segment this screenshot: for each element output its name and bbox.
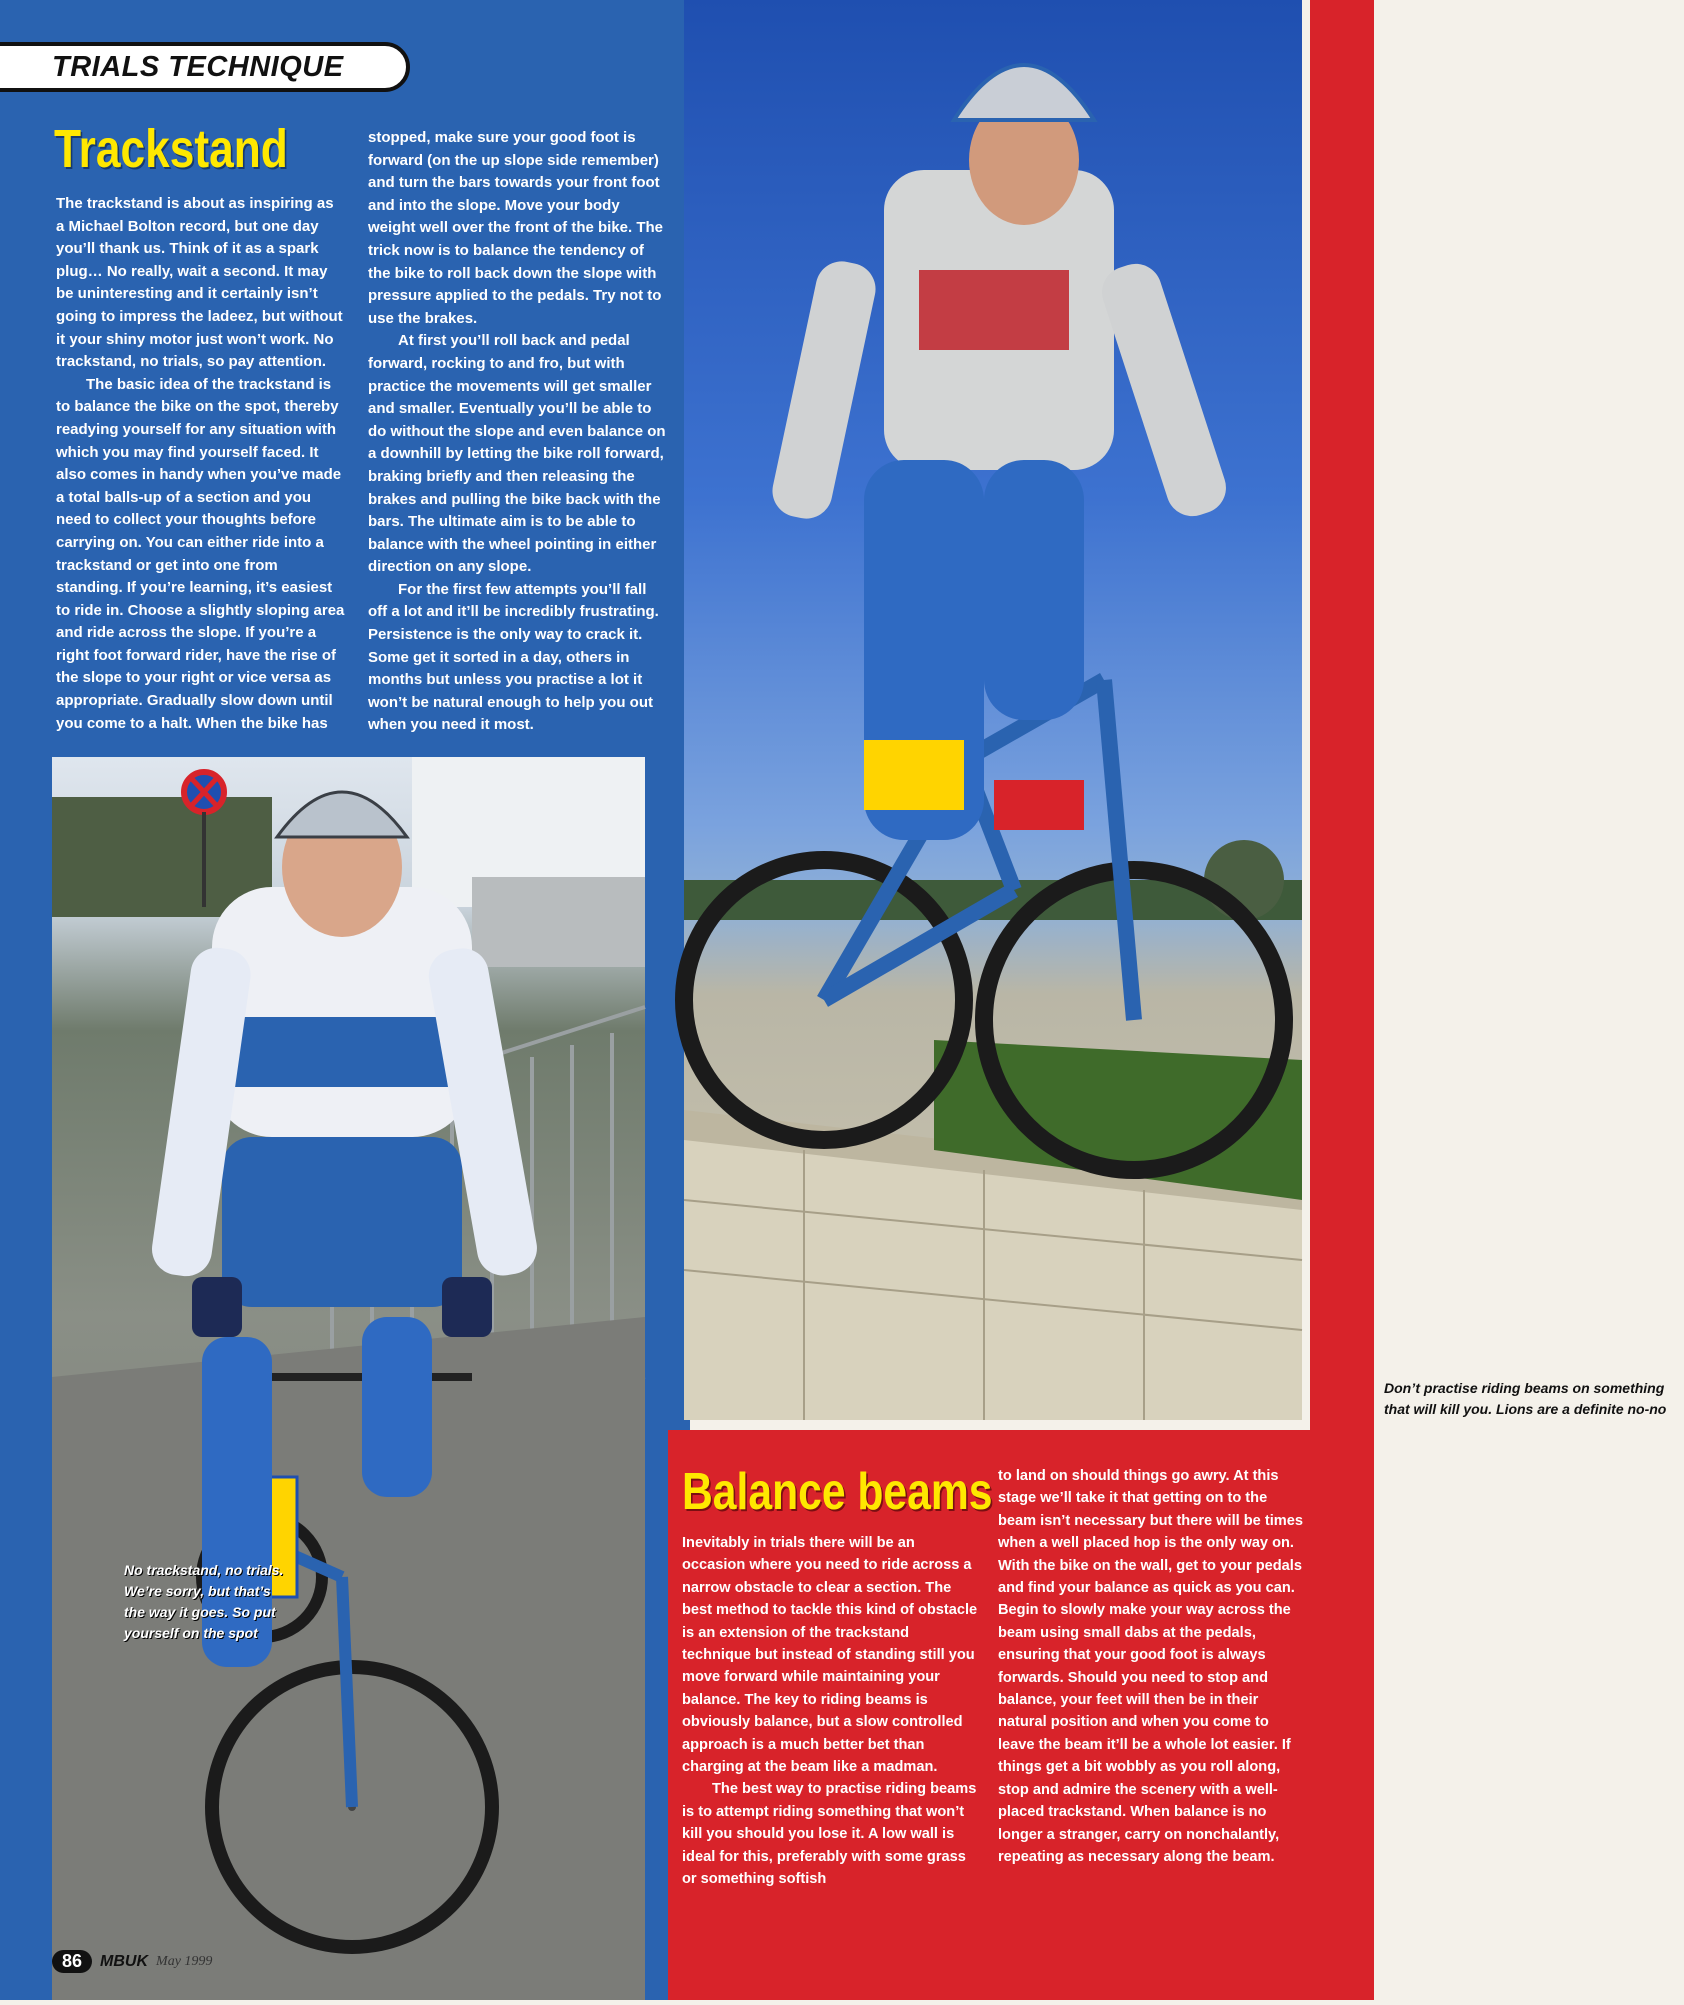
paragraph: Inevitably in trials there will be an occasion where you need to ride across a narrow obstacle to clear a section. The best method to tackle this kind of obstacle is an extension of the trackstand technique but instead of standing still you move forward while maintaining your balance. The key to riding beams is obviously balance, but a slow controlled approach is a much better bet than charging at the beam like a madman. [682, 1535, 978, 1776]
issue-date: May 1999 [156, 1953, 213, 1969]
balance-beam-photo [684, 0, 1667, 1420]
trackstand-title: Trackstand [54, 119, 288, 179]
paragraph: to land on should things go awry. At this stage we’ll take it that getting on to the beam isn’t necessary but there will be times when a well placed hop is the only way on. With the bike on the wall, get to your pedals and find your balance as quick as you can. Begin to slowly make your way across the beam using small dabs at the pedals, ensuring that your good foot is always forwards. Should you need to stop and balance, your feet will then be in their natural position and when you come to leave the beam it’ll be a whole lot easier. If things get a bit wobbly as you roll along, stop and admire the scenery with a well-placed trackstand. When balance is no longer a stranger, carry on nonchalantly, repeating as necessary along the beam. [998, 1468, 1303, 1865]
section-header [0, 42, 410, 92]
photo2-caption: Don’t practise riding beams on something that will kill you. Lions are a definite no-no [1384, 1380, 1667, 1417]
rider-illustration [52, 757, 645, 2000]
balance-beams-title: Balance beams [682, 1463, 993, 1521]
paragraph: The best way to practise riding beams is to attempt riding something that won’t kill you should you lose it. A low wall is ideal for this, preferably with some grass or something softish [682, 1781, 977, 1888]
trackstand-column-2 [368, 127, 666, 737]
balance-column-2 [998, 1465, 1304, 1868]
page-number: 86 [52, 1950, 92, 1973]
paragraph: For the first few attempts you’ll fall off a lot and it’ll be incredibly frustrating. Persistence is the only way to crack it. Some get it sorted in a day, others in months but unless you practise a lot it won’t be natural enough to help you out when you need it most. [368, 580, 659, 734]
section-header-label: TRIALS TECHNIQUE [52, 50, 344, 83]
trackstand-column-1 [56, 193, 346, 735]
paragraph: stopped, make sure your good foot is forward (on the up slope side remember) and turn the bars towards your front foot and into the slope. Move your body weight well over the front of the bike. The trick now is to balance the tendency of the bike to roll back down the slope with pressure applied to the pedals. Try not to use the brakes. [368, 129, 664, 327]
balance-column-1 [682, 1532, 982, 1891]
photo1-caption: No trackstand, no trials. We’re sorry, but that’s the way it goes. So put yourself on the spot [124, 1562, 284, 1641]
wall-rider-illustration [684, 0, 1302, 1420]
page-footer [52, 1950, 212, 1973]
magazine-name: MBUK [100, 1952, 149, 1970]
paragraph: The trackstand is about as inspiring as a Michael Bolton record, but one day you’ll thank us. Think of it as a spark plug… No really, wait a second. It may be uninteresting and it certainly isn’t going to impress the ladeez, but without it your shiny motor just won’t work. No trackstand, no trials, so pay attention. [56, 195, 343, 371]
paragraph: The basic idea of the trackstand is to balance the bike on the spot, thereby readying yourself for any situation with which you may find yourself faced. It also comes in handy when you’ve made a total balls-up of a section and you need to collect your thoughts before carrying on. You can either ride into a trackstand or get into one from standing. If you’re learning, it’s easiest to ride in. Choose a slightly sloping area and ride across the slope. If you’re a right foot forward rider, have the rise of the slope to your right or vice versa as appropriate. Gradually slow down until you come to a halt. When the bike has [56, 375, 345, 732]
paragraph: At first you’ll roll back and pedal forward, rocking to and fro, but with practice the movements will get smaller and smaller. Eventually you’ll be able to do without the slope and even balance on a downhill by letting the bike roll forward, braking briefly and then releasing the brakes and pulling the bike back with the bars. The ultimate aim is to be able to balance with the wheel pointing in either direction on any slope. [368, 332, 666, 576]
trackstand-photo [52, 757, 645, 2000]
